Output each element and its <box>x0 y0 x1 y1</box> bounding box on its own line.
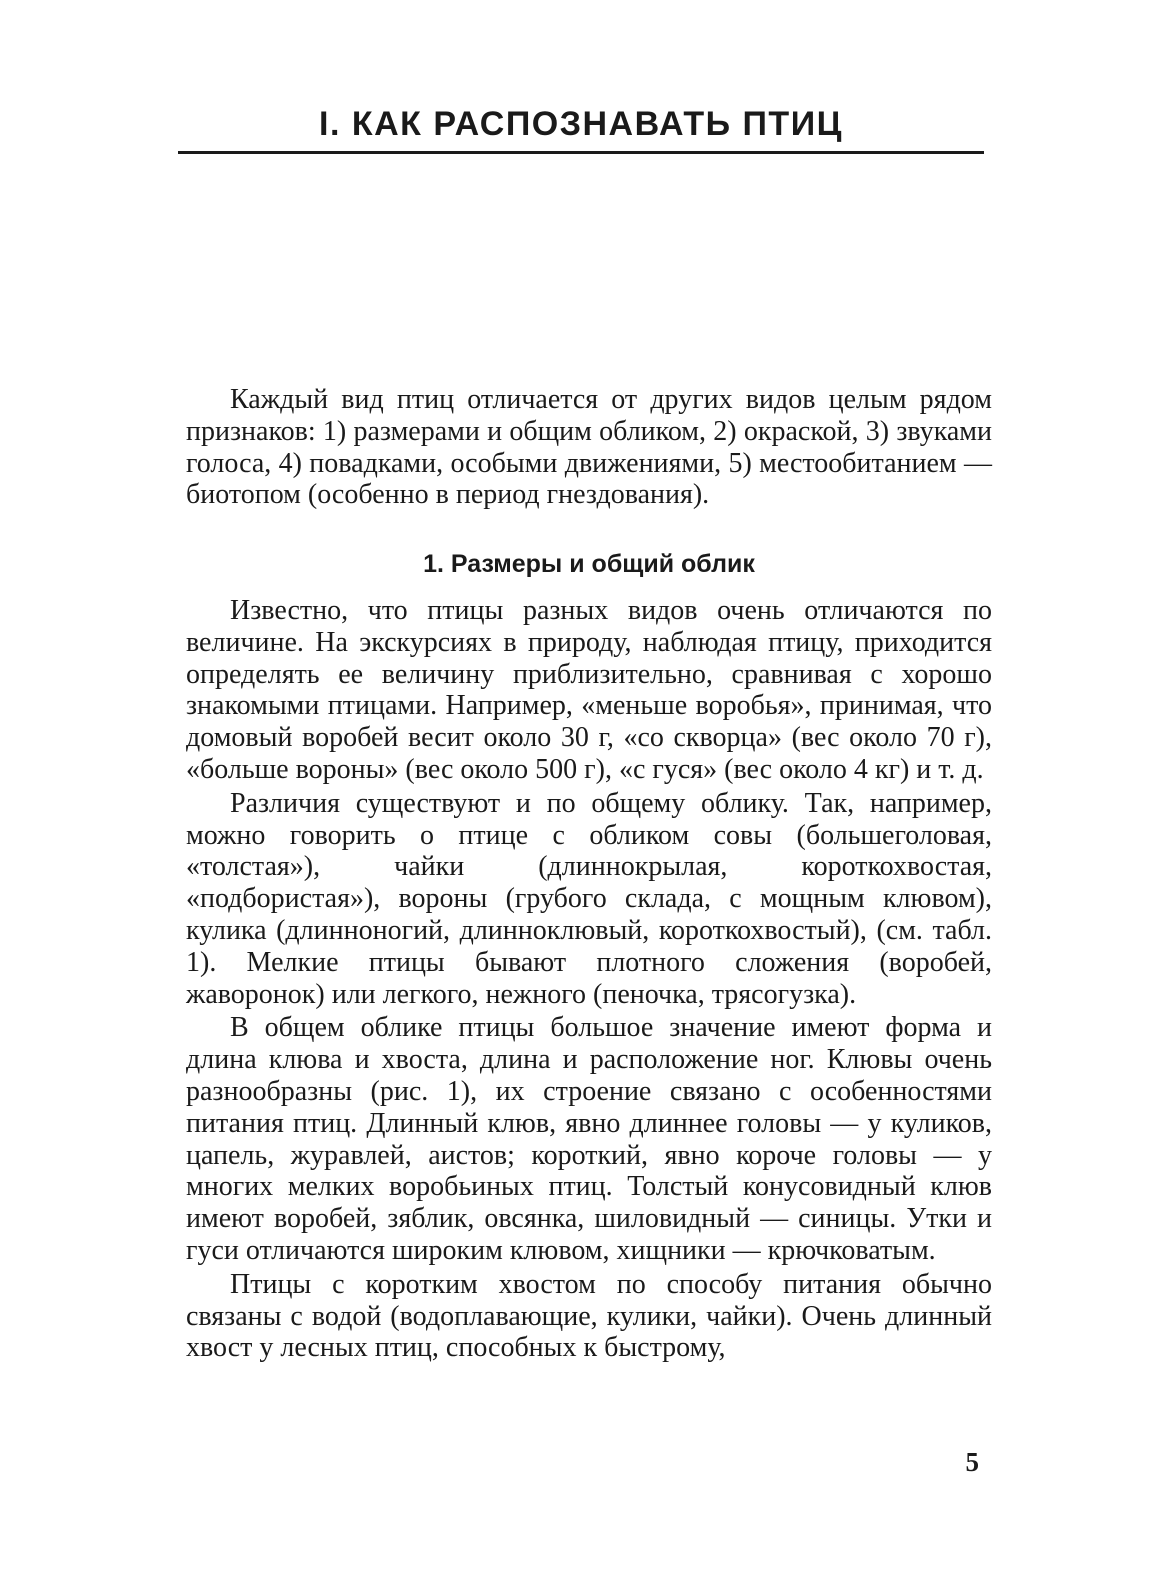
body-paragraph: Известно, что птицы разных видов очень отличаются по величине. На экскурсиях в природу, наблюдая птицу, приходится определять ее величину приблизительно, сравнивая с хорошо знакомыми птицами. Например, «меньше воробья», принимая, что домовый воробей весит около 30 г, «со скворца» (вес около 70 г), «больше вороны» (вес около 500 г), «с гуся» (вес около 4 кг) и т. д. <box>186 595 992 785</box>
section-heading: 1. Размеры и общий облик <box>423 550 755 578</box>
intro-paragraph: Каждый вид птиц отличается от других видов целым рядом признаков: 1) размерами и общим обликом, 2) окраской, 3) звуками голоса, 4) повадками, особыми движениями, 5) местообитанием — биотопом (особенно в период гнездования). <box>186 384 992 511</box>
page-number: 5 <box>965 1447 979 1477</box>
body-paragraph: Различия существуют и по общему облику. Так, например, можно говорить о птице с обликом совы (большеголовая, «толстая»), чайки (длиннокрылая, короткохвостая, «подбористая»), вороны (грубого склада, с мощным клювом), кулика (длинноногий, длинноклювый, короткохвостый), (см. табл. 1). Мелкие птицы бывают плотного сложения (воробей, жаворонок) или легкого, нежного (пеночка, трясогузка). <box>186 787 992 1010</box>
body-paragraph: Птицы с коротким хвостом по способу питания обычно связаны с водой (водоплавающие, кулики, чайки). Очень длинный хвост у лесных птиц, способных к быстрому, <box>186 1268 992 1364</box>
chapter-title: I. КАК РАСПОЗНАВАТЬ ПТИЦ <box>319 105 843 143</box>
section-body <box>186 595 992 1364</box>
body-paragraph: В общем облике птицы большое значение имеют форма и длина клюва и хвоста, длина и расположение ног. Клювы очень разнообразны (рис. 1), их строение связано с особенностями питания птиц. Длинный клюв, явно длиннее головы — у куликов, цапель, журавлей, аистов; короткий, явно короче головы — у многих мелких воробьиных птиц. Толстый конусовидный клюв имеют воробей, зяблик, овсянка, шиловидный — синицы. Утки и гуси отличаются широким клювом, хищники — крючковатым. <box>186 1012 992 1266</box>
title-divider <box>178 151 984 154</box>
intro-block <box>186 384 992 511</box>
